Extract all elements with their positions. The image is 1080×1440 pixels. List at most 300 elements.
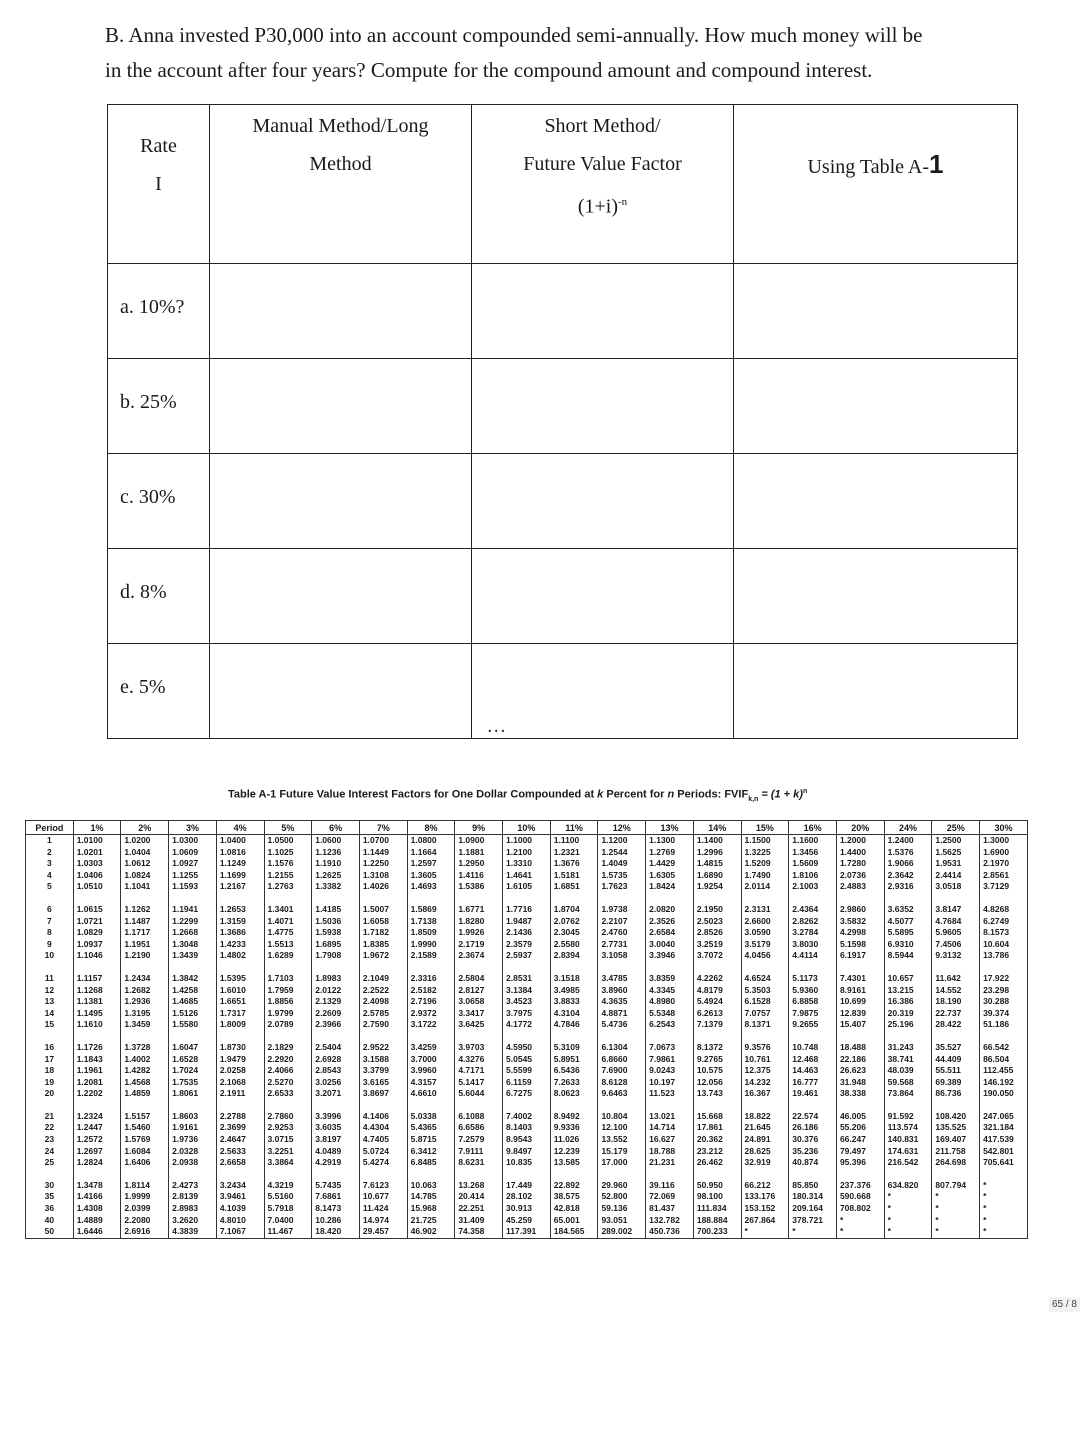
factor-cell: 417.539 [980, 1134, 1028, 1146]
factor-cell: 3.0040 [646, 939, 694, 951]
factor-cell: 1.3728 [121, 1042, 169, 1054]
factor-cell: 1.5513 [264, 939, 312, 951]
table-row [26, 1191, 1028, 1203]
factor-cell: 25.196 [884, 1019, 932, 1031]
factor-cell: * [884, 1226, 932, 1238]
factor-cell: 1.2081 [73, 1077, 121, 1089]
factor-cell: 1.5209 [741, 858, 789, 870]
factor-cell: 3.3996 [312, 1111, 360, 1123]
factor-cell: 5.1417 [455, 1077, 503, 1089]
factor-cell: 1.0400 [216, 835, 264, 847]
rate-column-header: 16% [789, 821, 837, 835]
factor-cell: 10.063 [407, 1180, 455, 1192]
factor-cell: 86.736 [932, 1088, 980, 1100]
factor-cell: 1.2190 [121, 950, 169, 962]
factor-cell: 2.0399 [121, 1203, 169, 1215]
factor-cell: 1.2996 [693, 847, 741, 859]
factor-cell: 7.9111 [455, 1146, 503, 1158]
factor-cell: 184.565 [550, 1226, 598, 1238]
factor-cell: 1.1593 [169, 881, 217, 893]
factor-cell: 18.788 [646, 1146, 694, 1158]
factor-cell: 2.3316 [407, 973, 455, 985]
factor-cell: 2.4883 [836, 881, 884, 893]
factor-cell: 5.1598 [836, 939, 884, 951]
factor-cell: 1.5181 [550, 870, 598, 882]
period-cell: 3 [26, 858, 74, 870]
factor-cell: 1.1717 [121, 927, 169, 939]
factor-cell: 1.0200 [121, 835, 169, 847]
factor-cell: 1.6047 [169, 1042, 217, 1054]
factor-cell: 1.6446 [73, 1226, 121, 1238]
factor-cell: 1.5769 [121, 1134, 169, 1146]
table-header-text: Using Table A- [807, 156, 930, 178]
table-row [26, 1134, 1028, 1146]
factor-cell: 14.714 [646, 1122, 694, 1134]
factor-cell: 3.0590 [741, 927, 789, 939]
factor-cell: 1.7716 [503, 904, 551, 916]
factor-cell: 1.1699 [216, 870, 264, 882]
factor-cell: 1.0300 [169, 835, 217, 847]
factor-cell: 2.8561 [980, 870, 1028, 882]
factor-cell: 1.4002 [121, 1054, 169, 1066]
factor-cell: 2.9253 [264, 1122, 312, 1134]
factor-cell: 1.0100 [73, 835, 121, 847]
factor-cell: * [980, 1191, 1028, 1203]
factor-cell: 1.5157 [121, 1111, 169, 1123]
factor-cell: 4.0489 [312, 1146, 360, 1158]
rate-label: a. 10%? [120, 296, 185, 318]
factor-cell: 1.2597 [407, 858, 455, 870]
factor-cell: 30.288 [980, 996, 1028, 1008]
factor-cell: 15.407 [836, 1019, 884, 1031]
factor-cell: 4.7684 [932, 916, 980, 928]
table-answer-cell[interactable] [734, 454, 1018, 549]
factor-cell: 174.631 [884, 1146, 932, 1158]
manual-answer-cell[interactable] [210, 644, 472, 739]
factor-cell: 5.4736 [598, 1019, 646, 1031]
factor-cell: 1.3048 [169, 939, 217, 951]
factor-cell: 50.950 [693, 1180, 741, 1192]
factor-cell: 22.737 [932, 1008, 980, 1020]
factor-cell: 1.6890 [693, 870, 741, 882]
factor-cell: 1.3459 [121, 1019, 169, 1031]
factor-cell: * [980, 1215, 1028, 1227]
factor-cell: 20.319 [884, 1008, 932, 1020]
factor-cell: 1.1910 [312, 858, 360, 870]
factor-cell: 3.0658 [455, 996, 503, 1008]
factor-cell: * [980, 1180, 1028, 1192]
period-cell: 13 [26, 996, 74, 1008]
period-cell: 40 [26, 1215, 74, 1227]
factor-cell: 10.761 [741, 1054, 789, 1066]
factor-cell: 91.592 [884, 1111, 932, 1123]
short-answer-cell[interactable] [472, 359, 734, 454]
factor-cell: 1.7959 [264, 985, 312, 997]
factor-cell: 85.850 [789, 1180, 837, 1192]
factor-cell: 3.0518 [932, 881, 980, 893]
manual-answer-cell[interactable] [210, 549, 472, 644]
factor-cell: 14.785 [407, 1191, 455, 1203]
short-answer-cell[interactable] [472, 264, 734, 359]
factor-cell: 1.6105 [503, 881, 551, 893]
manual-header-line-2: Method [309, 153, 372, 175]
factor-cell: 1.6406 [121, 1157, 169, 1169]
factor-cell: 1.1268 [73, 985, 121, 997]
period-cell: 2 [26, 847, 74, 859]
short-answer-cell[interactable] [472, 644, 734, 739]
factor-cell: 2.5785 [359, 1008, 407, 1020]
factor-cell: 10.835 [503, 1157, 551, 1169]
factor-cell: 4.3219 [264, 1180, 312, 1192]
factor-cell: 2.8394 [550, 950, 598, 962]
factor-cell: 10.677 [359, 1191, 407, 1203]
factor-cell: 3.6425 [455, 1019, 503, 1031]
factor-cell: 29.960 [598, 1180, 646, 1192]
short-answer-cell[interactable] [472, 454, 734, 549]
period-cell: 19 [26, 1077, 74, 1089]
factor-cell: 188.884 [693, 1215, 741, 1227]
factor-cell: * [789, 1226, 837, 1238]
factor-cell: 8.1573 [980, 927, 1028, 939]
factor-cell: 3.0256 [312, 1077, 360, 1089]
factor-cell: 1.4685 [169, 996, 217, 1008]
factor-cell: 55.206 [836, 1122, 884, 1134]
table-row [26, 1077, 1028, 1089]
rate-column-header: 9% [455, 821, 503, 835]
factor-cell: 1.0800 [407, 835, 455, 847]
factor-cell: 2.0938 [169, 1157, 217, 1169]
table-row [26, 927, 1028, 939]
factor-cell: 1.2697 [73, 1146, 121, 1158]
factor-cell: 17.861 [693, 1122, 741, 1134]
factor-cell: 1.0201 [73, 847, 121, 859]
factor-cell: 1.7182 [359, 927, 407, 939]
factor-cell: 1.0937 [73, 939, 121, 951]
short-answer-cell[interactable] [472, 549, 734, 644]
factor-cell: 9.3576 [741, 1042, 789, 1054]
factor-cell: 3.4985 [550, 985, 598, 997]
factor-cell: 1.7908 [312, 950, 360, 962]
factor-cell: 81.437 [646, 1203, 694, 1215]
factor-cell: 1.2400 [884, 835, 932, 847]
factor-cell: 153.152 [741, 1203, 789, 1215]
table-row [26, 881, 1028, 893]
factor-cell: 39.374 [980, 1008, 1028, 1020]
factor-cell: 4.3345 [646, 985, 694, 997]
factor-cell: 1.1000 [503, 835, 551, 847]
factor-cell: 1.4889 [73, 1215, 121, 1227]
factor-cell: 1.6900 [980, 847, 1028, 859]
manual-answer-cell[interactable] [210, 359, 472, 454]
manual-answer-cell[interactable] [210, 454, 472, 549]
factor-cell: 5.0338 [407, 1111, 455, 1123]
factor-cell: 2.6658 [216, 1157, 264, 1169]
factor-cell: * [932, 1226, 980, 1238]
factor-cell: 12.839 [836, 1008, 884, 1020]
rate-column-header: 15% [741, 821, 789, 835]
factor-cell: 13.786 [980, 950, 1028, 962]
table-row [26, 973, 1028, 985]
factor-cell: 1.6651 [216, 996, 264, 1008]
factor-cell: 6.7275 [503, 1088, 551, 1100]
factor-cell: 8.9492 [550, 1111, 598, 1123]
factor-cell: 1.6851 [550, 881, 598, 893]
factor-cell: * [741, 1226, 789, 1238]
factor-cell: 1.3478 [73, 1180, 121, 1192]
factor-cell: 16.386 [884, 996, 932, 1008]
factor-cell: 237.376 [836, 1180, 884, 1192]
factor-cell: 108.420 [932, 1111, 980, 1123]
rate-header-label: Rate [140, 135, 177, 157]
factor-cell: 7.0757 [741, 1008, 789, 1020]
caption-prefix: Table A-1 Future Value Interest Factors for One Dollar Compounded at [228, 788, 598, 801]
factor-cell: 6.2543 [646, 1019, 694, 1031]
factor-cell: 111.834 [693, 1203, 741, 1215]
factor-cell: 4.3157 [407, 1077, 455, 1089]
factor-cell: 8.9543 [503, 1134, 551, 1146]
factor-cell: 1.1200 [598, 835, 646, 847]
factor-cell: 2.0122 [312, 985, 360, 997]
factor-cell: 8.1473 [312, 1203, 360, 1215]
factor-cell: 6.5436 [550, 1065, 598, 1077]
factor-cell: 1.3195 [121, 1008, 169, 1020]
table-row [26, 1111, 1028, 1123]
factor-cell: 1.4049 [598, 858, 646, 870]
factor-cell: 1.2299 [169, 916, 217, 928]
factor-cell: 7.9875 [789, 1008, 837, 1020]
factor-cell: 6.1088 [455, 1111, 503, 1123]
factor-cell: 4.1406 [359, 1111, 407, 1123]
factor-cell: 59.568 [884, 1077, 932, 1089]
rate-column-header: 20% [836, 821, 884, 835]
factor-cell: 26.462 [693, 1157, 741, 1169]
factor-cell: 6.8660 [598, 1054, 646, 1066]
factor-cell: 2.3642 [884, 870, 932, 882]
factor-cell: 5.6044 [455, 1088, 503, 1100]
factor-cell: 3.3864 [264, 1157, 312, 1169]
factor-cell: 2.1970 [980, 858, 1028, 870]
table-row [26, 1019, 1028, 1031]
factor-cell: 5.1173 [789, 973, 837, 985]
factor-cell: 1.9161 [169, 1122, 217, 1134]
period-cell: 4 [26, 870, 74, 882]
factor-cell: 3.8147 [932, 904, 980, 916]
factor-cell: 1.8385 [359, 939, 407, 951]
table-row [26, 1122, 1028, 1134]
table-row [26, 1008, 1028, 1020]
period-cell: 18 [26, 1065, 74, 1077]
factor-cell: * [980, 1203, 1028, 1215]
factor-cell: 3.8197 [312, 1134, 360, 1146]
factor-cell: 10.699 [836, 996, 884, 1008]
factor-cell: 1.0927 [169, 858, 217, 870]
table-row [26, 1203, 1028, 1215]
factor-cell: 4.4304 [359, 1122, 407, 1134]
table-answer-cell[interactable] [734, 644, 1018, 739]
factor-cell: 1.1100 [550, 835, 598, 847]
factor-cell: 3.0715 [264, 1134, 312, 1146]
factor-cell: 2.3699 [216, 1122, 264, 1134]
factor-cell: 4.2262 [693, 973, 741, 985]
factor-cell: 1.4308 [73, 1203, 121, 1215]
factor-cell: 1.4258 [169, 985, 217, 997]
factor-cell: 2.4647 [216, 1134, 264, 1146]
rate-column-header: 25% [932, 821, 980, 835]
factor-cell: 132.782 [646, 1215, 694, 1227]
period-cell: 11 [26, 973, 74, 985]
caption-n: n [667, 788, 675, 801]
factor-cell: 1.1487 [121, 916, 169, 928]
factor-cell: 634.820 [884, 1180, 932, 1192]
factor-cell: 1.3382 [312, 881, 360, 893]
factor-cell: 2.2080 [121, 1215, 169, 1227]
table-answer-cell[interactable] [734, 359, 1018, 454]
factor-cell: 65.001 [550, 1215, 598, 1227]
factor-cell: 2.9860 [836, 904, 884, 916]
factor-cell: 1.6305 [646, 870, 694, 882]
factor-cell: 2.7731 [598, 939, 646, 951]
factor-cell: 1.8106 [789, 870, 837, 882]
factor-cell: 1.7317 [216, 1008, 264, 1020]
rate-column-header: 10% [503, 821, 551, 835]
factor-cell: 1.5735 [598, 870, 646, 882]
factor-cell: 1.1400 [693, 835, 741, 847]
factor-cell: * [836, 1226, 884, 1238]
more-options-button[interactable]: ... [487, 715, 507, 737]
factor-cell: 140.831 [884, 1134, 932, 1146]
factor-cell: 7.6123 [359, 1180, 407, 1192]
table-answer-cell[interactable] [734, 264, 1018, 359]
factor-cell: 42.818 [550, 1203, 598, 1215]
factor-cell: 1.1664 [407, 847, 455, 859]
factor-cell: 2.3526 [646, 916, 694, 928]
factor-cell: 12.239 [550, 1146, 598, 1158]
factor-cell: 1.0612 [121, 858, 169, 870]
factor-cell: 1.2950 [455, 858, 503, 870]
rate-label: c. 30% [120, 486, 176, 508]
factor-cell: 289.002 [598, 1226, 646, 1238]
rate-column-header: 24% [884, 821, 932, 835]
factor-cell: 1.6010 [216, 985, 264, 997]
factor-cell: 2.9372 [407, 1008, 455, 1020]
factor-cell: 66.247 [836, 1134, 884, 1146]
factor-cell: 7.4301 [836, 973, 884, 985]
factor-cell: 8.1372 [693, 1042, 741, 1054]
factor-cell: 3.5832 [836, 916, 884, 928]
factor-cell: 2.4760 [598, 927, 646, 939]
factor-cell: 14.232 [741, 1077, 789, 1089]
manual-header-line-1: Manual Method/Long [252, 115, 429, 137]
factor-cell: 1.4815 [693, 858, 741, 870]
factor-cell: 1.0615 [73, 904, 121, 916]
factor-cell: 55.511 [932, 1065, 980, 1077]
factor-cell: 1.9487 [503, 916, 551, 928]
factor-cell: 30.913 [503, 1203, 551, 1215]
factor-cell: 20.362 [693, 1134, 741, 1146]
caption-sub: k,n [748, 795, 759, 803]
factor-cell: 1.8061 [169, 1088, 217, 1100]
table-row [26, 1054, 1028, 1066]
factor-cell: 10.804 [598, 1111, 646, 1123]
period-cell: 25 [26, 1157, 74, 1169]
factor-cell: 16.777 [789, 1077, 837, 1089]
period-cell: 7 [26, 916, 74, 928]
table-row [26, 1180, 1028, 1192]
factor-cell: 39.116 [646, 1180, 694, 1192]
factor-cell: 2.8543 [312, 1065, 360, 1077]
factor-cell: 2.4066 [264, 1065, 312, 1077]
factor-cell: 1.2100 [503, 847, 551, 859]
factor-cell: * [884, 1203, 932, 1215]
factor-cell: 23.212 [693, 1146, 741, 1158]
factor-cell: 3.2784 [789, 927, 837, 939]
factor-cell: 38.338 [836, 1088, 884, 1100]
table-row [26, 1157, 1028, 1169]
factor-cell: 1.0700 [359, 835, 407, 847]
period-cell: 21 [26, 1111, 74, 1123]
factor-cell: 1.1600 [789, 835, 837, 847]
factor-cell: 2.1719 [455, 939, 503, 951]
factor-cell: 1.4282 [121, 1065, 169, 1077]
factor-cell: 2.2788 [216, 1111, 264, 1123]
factor-cell: 190.050 [980, 1088, 1028, 1100]
factor-cell: 2.0114 [741, 881, 789, 893]
factor-cell: 3.6165 [359, 1077, 407, 1089]
factor-cell: 1.5580 [169, 1019, 217, 1031]
factor-cell: 3.8359 [646, 973, 694, 985]
factor-cell: 5.4274 [359, 1157, 407, 1169]
factor-cell: 66.542 [980, 1042, 1028, 1054]
caption-formula: = (1 + k) [758, 788, 803, 801]
table-row [26, 904, 1028, 916]
factor-cell: 590.668 [836, 1191, 884, 1203]
period-cell: 10 [26, 950, 74, 962]
factor-cell: 72.069 [646, 1191, 694, 1203]
period-cell: 8 [26, 927, 74, 939]
factor-cell: 1.5007 [359, 904, 407, 916]
group-spacer [26, 893, 1028, 904]
rate-label: d. 8% [120, 581, 167, 603]
factor-cell: 3.9960 [407, 1065, 455, 1077]
factor-cell: 8.1371 [741, 1019, 789, 1031]
factor-cell: 95.396 [836, 1157, 884, 1169]
factor-cell: 20.414 [455, 1191, 503, 1203]
factor-cell: 1.2544 [598, 847, 646, 859]
factor-cell: 9.2765 [693, 1054, 741, 1066]
manual-answer-cell[interactable] [210, 264, 472, 359]
short-header-formula [472, 183, 733, 226]
period-cell: 50 [26, 1226, 74, 1238]
factor-cell: 13.268 [455, 1180, 503, 1192]
factor-cell: 5.4924 [693, 996, 741, 1008]
rate-column-header: 30% [980, 821, 1028, 835]
factor-cell: 3.1384 [503, 985, 551, 997]
factor-cell: 11.642 [932, 973, 980, 985]
factor-cell: 3.1722 [407, 1019, 455, 1031]
fvif-table [25, 820, 1028, 1239]
factor-cell: 1.4693 [407, 881, 455, 893]
factor-cell: 2.3045 [550, 927, 598, 939]
factor-cell: 112.455 [980, 1065, 1028, 1077]
factor-cell: 1.2202 [73, 1088, 121, 1100]
factor-cell: 38.741 [884, 1054, 932, 1066]
period-cell: 30 [26, 1180, 74, 1192]
factor-cell: 1.2653 [216, 904, 264, 916]
factor-cell: 26.186 [789, 1122, 837, 1134]
factor-cell: 1.1046 [73, 950, 121, 962]
rate-cell [108, 549, 210, 644]
table-answer-cell[interactable] [734, 549, 1018, 644]
